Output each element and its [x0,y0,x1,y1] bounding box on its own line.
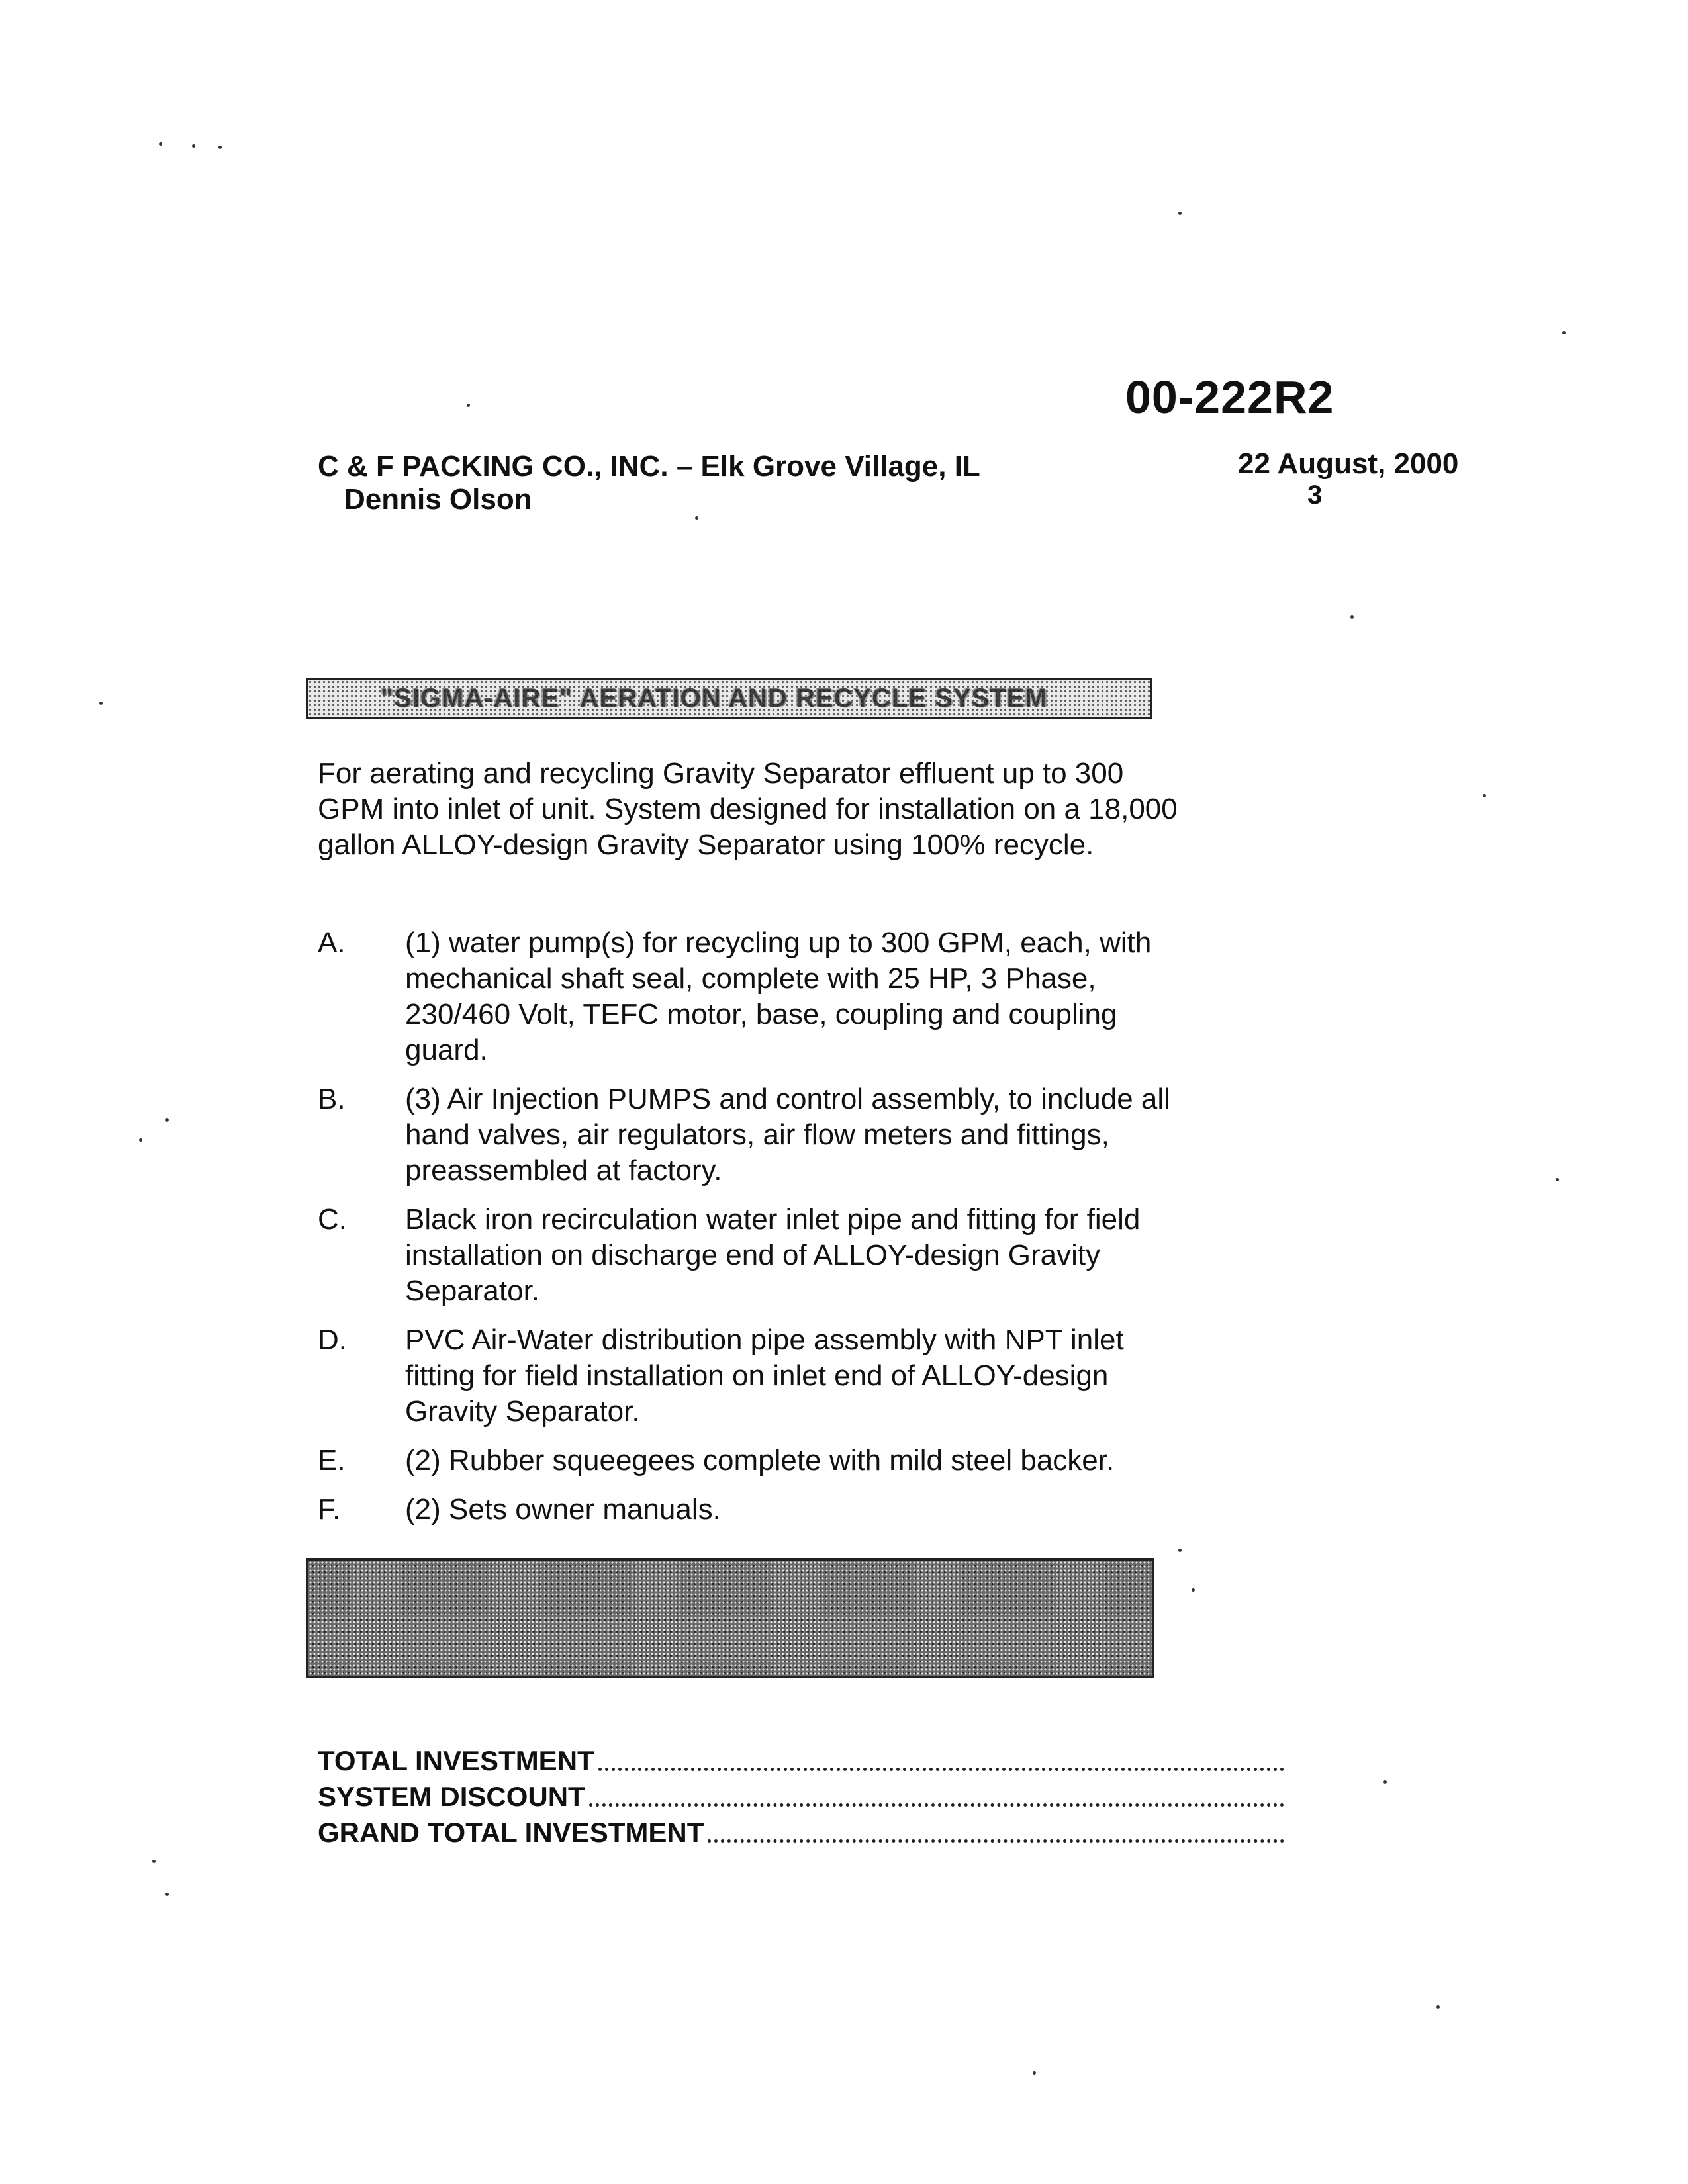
scan-speck [1178,212,1182,215]
scan-speck [695,516,698,520]
item-letter: F. [318,1493,341,1525]
scan-speck [1192,1588,1195,1592]
item-text: PVC Air-Water distribution pipe assembly with NPT inlet fitting for field installation on inlet end of ALLOY-design Gravity Separator. [405,1324,1124,1428]
scan-speck [218,146,222,149]
section-banner [306,678,1152,719]
totals-block [318,1743,1284,1850]
scan-speck [165,1893,169,1896]
item-letter: A. [318,927,346,959]
company-name: C & F PACKING CO., INC. – Elk Grove Village, IL [318,450,980,482]
scan-speck [1556,1178,1559,1181]
item-letter: C. [318,1203,347,1236]
total-investment-line [318,1743,1284,1779]
item-text: (1) water pump(s) for recycling up to 300 GPM, each, with mechanical shaft seal, complete with 25 HP, 3 Phase, 230/460 Volt, TEFC motor, base, coupling and coupling guard. [405,927,1152,1066]
scan-speck [99,702,103,705]
scan-speck [1383,1780,1387,1784]
contact-name: Dennis Olson [344,483,532,516]
obscured-note-banner [306,1558,1154,1678]
scan-speck [1436,2005,1440,2009]
system-discount-label: SYSTEM DISCOUNT [318,1781,585,1812]
leader-dots [598,1768,1284,1771]
leader-dots [708,1839,1284,1843]
leader-dots [589,1803,1284,1807]
document-number: 00-222R2 [1125,371,1335,423]
item-text: (3) Air Injection PUMPS and control assembly, to include all hand valves, air regulators, air flow meters and fittings, preassembled at factory. [405,1083,1170,1187]
scan-speck [467,404,470,407]
scan-speck [1562,331,1566,334]
item-list [318,925,1192,1541]
document-date: 22 August, 2000 [1238,447,1459,480]
item-letter: E. [318,1444,346,1477]
item-text: (2) Rubber squeegees complete with mild steel backer. [405,1444,1115,1477]
total-investment-label: TOTAL INVESTMENT [318,1745,594,1776]
scan-speck [152,1860,156,1863]
item-letter: D. [318,1324,347,1356]
scan-speck [165,1118,169,1122]
list-item [318,925,1192,1068]
page-number: 3 [1307,480,1323,510]
list-item [318,1492,1192,1527]
grand-total-label: GRAND TOTAL INVESTMENT [318,1817,704,1848]
section-intro: For aerating and recycling Gravity Separator effluent up to 300 GPM into inlet of unit. System designed for installation on a 18,000 gallon ALLOY-design Gravity Separator using 100% recycle. [318,757,1178,861]
item-text: Black iron recirculation water inlet pipe and fitting for field installation on discharge end of ALLOY-design Gravity Separator. [405,1203,1141,1307]
section-banner-title: "SIGMA-AIRE" AERATION AND RECYCLE SYSTEM [381,684,1048,713]
item-letter: B. [318,1083,346,1115]
scan-speck [139,1138,142,1142]
grand-total-line [318,1815,1284,1850]
item-text: (2) Sets owner manuals. [405,1493,721,1525]
scan-speck [1350,615,1354,619]
scan-speck [159,142,162,146]
scan-speck [1033,2071,1036,2075]
list-item [318,1202,1192,1309]
scan-speck [192,144,195,148]
system-discount-line [318,1779,1284,1815]
list-item [318,1443,1192,1479]
scan-speck [1483,794,1486,797]
list-item [318,1081,1192,1189]
list-item [318,1322,1192,1430]
scan-speck [1178,1549,1182,1552]
